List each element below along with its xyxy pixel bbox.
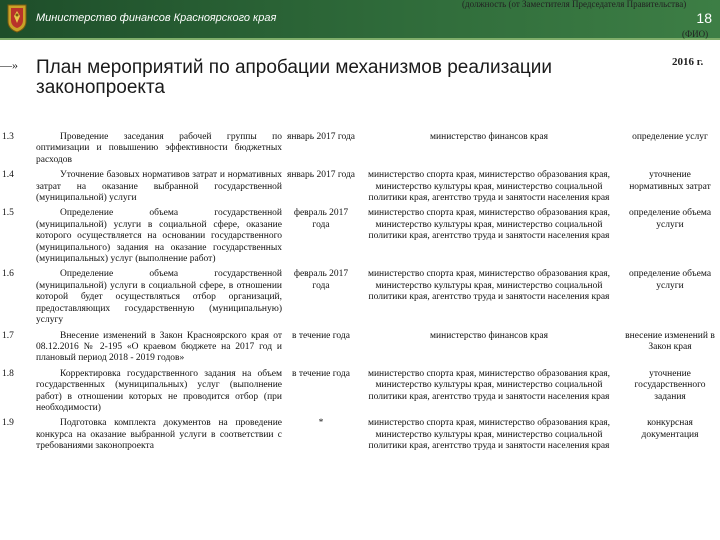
row-executor: министерство спорта края, министерство образования края, министерство культуры края, министерство социальной политики края, агентство труда и занятости населения края xyxy=(367,208,611,242)
row-number: 1.7 xyxy=(2,330,14,341)
row-result: определение объема услуги xyxy=(628,208,712,230)
row-date: февраль 2017 года xyxy=(293,269,349,291)
coat-of-arms-icon xyxy=(6,3,28,33)
position-note: (должность (от Заместителя Председателя Правительства) xyxy=(462,0,687,9)
row-date: февраль 2017 года xyxy=(293,208,349,230)
row-number: 1.6 xyxy=(2,269,14,280)
table-row xyxy=(0,267,720,328)
row-task: Определение объема государственной (муниципальной) услуги в социальной сфере, оказание которого осуществляется на основании государственного (муниципального) задания на оказание государственных (муниципальных) услуг (выполнение работ) xyxy=(36,208,282,265)
row-executor: министерство спорта края, министерство образования края, министерство культуры края, министерство социальной политики края, агентство труда и занятости населения края xyxy=(367,170,611,204)
row-number: 1.8 xyxy=(2,368,14,379)
table-row xyxy=(0,206,720,267)
year-note: 2016 г. xyxy=(672,56,704,68)
row-number: 1.4 xyxy=(2,170,14,181)
row-result: внесение изменений в Закон края xyxy=(625,330,715,352)
quote-mark: —» xyxy=(0,58,18,72)
table-row xyxy=(0,130,720,168)
row-date: в течение года xyxy=(292,330,350,341)
row-date: январь 2017 года xyxy=(286,170,356,181)
row-task: Определение объема государственной (муниципальной) услуги в социальной сфере, в отношении которой будет осуществляться отбор организаций, предоставляющих государственную (муниципальную) услугу xyxy=(36,269,282,326)
table-row xyxy=(0,329,720,367)
row-result: определение объема услуги xyxy=(628,269,712,291)
row-number: 1.5 xyxy=(2,208,14,219)
row-result: конкурсная документация xyxy=(641,418,699,440)
row-date: январь 2017 года xyxy=(286,132,356,142)
row-task: Подготовка комплекта документов на проведение конкурса на оказание выбранной услуги в соответствии с требованиями законопроекта xyxy=(36,418,282,452)
ministry-name: Министерство финансов Красноярского края xyxy=(36,12,277,24)
row-task: Проведение заседания рабочей группы по оптимизации и повышению эффективности бюджетных расходов xyxy=(36,132,282,165)
page-title: План мероприятий по апробации механизмов реализации законопроекта xyxy=(36,57,553,98)
row-task: Уточнение базовых нормативов затрат и нормативных затрат на оказание выбранной государственной (муниципальной) услуги xyxy=(36,170,282,204)
row-result: определение услуг xyxy=(632,132,708,142)
header-divider xyxy=(0,38,720,40)
row-executor: министерство финансов края xyxy=(430,132,548,142)
fio-note: (ФИО) xyxy=(682,29,709,39)
row-executor: министерство финансов края xyxy=(430,330,548,341)
row-result: уточнение нормативных затрат xyxy=(629,170,711,192)
row-task: Корректировка государственного задания на объем государственных (муниципальных) услуг (выполнение работ) в отношении которых не проводится отбор (при необходимости) xyxy=(36,368,282,413)
row-executor: министерство спорта края, министерство образования края, министерство культуры края, министерство социальной политики края, агентство труда и занятости населения края xyxy=(367,418,611,452)
row-date: * xyxy=(318,418,324,429)
row-executor: министерство спорта края, министерство образования края, министерство культуры края, министерство социальной политики края, агентство труда и занятости населения края xyxy=(367,269,611,303)
plan-table xyxy=(0,130,720,455)
row-task: Внесение изменений в Закон Красноярского края от 08.12.2016 № 2-195 «О краевом бюджете на 2017 год и плановый период 2018 - 2019 годов» xyxy=(36,330,282,364)
row-number: 1.9 xyxy=(2,418,14,429)
row-number: 1.3 xyxy=(2,132,14,142)
table-row xyxy=(0,416,720,454)
row-date: в течение года xyxy=(292,368,350,379)
table-row xyxy=(0,168,720,206)
slide-number: 18 xyxy=(696,10,712,26)
table-row xyxy=(0,367,720,417)
row-result: уточнение государственного задания xyxy=(634,368,706,402)
row-executor: министерство спорта края, министерство образования края, министерство культуры края, министерство социальной политики края, агентство труда и занятости населения края xyxy=(367,368,611,402)
